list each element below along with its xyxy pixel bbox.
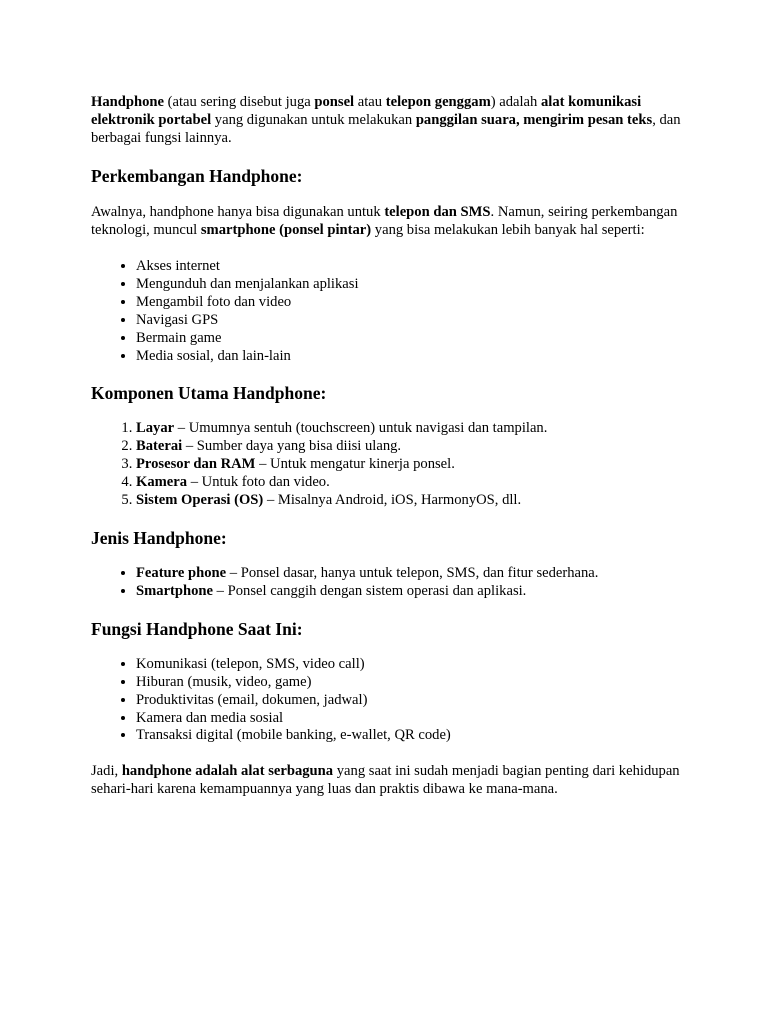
list-item: • Produktivitas (email, dokumen, jadwal) [136, 692, 681, 710]
closing-text: Jadi, [91, 763, 122, 780]
intro-term-ponsel: ponsel [314, 94, 355, 110]
list-item: • Mengunduh dan menjalankan aplikasi [136, 276, 681, 294]
heading-komponen: Komponen Utama Handphone: [91, 383, 327, 404]
item-desc: – Ponsel canggih dengan sistem operasi dan aplikasi. [213, 582, 527, 599]
intro-term-telepon-genggam: telepon genggam [385, 94, 491, 110]
jenis-list [91, 565, 681, 601]
intro-text: , dan berbagai fungsi lainnya. [91, 112, 681, 146]
list-item: • Mengambil foto dan video [136, 294, 681, 312]
list-item [136, 420, 681, 438]
list-item [136, 474, 681, 492]
item-term: Sistem Operasi (OS) [136, 492, 264, 509]
item-term: Feature phone [136, 564, 227, 581]
heading-jenis: Jenis Handphone: [91, 527, 227, 548]
perkembangan-paragraph [91, 203, 681, 239]
item-term: Layar [136, 420, 175, 437]
perkembangan-text: Awalnya, handphone hanya bisa digunakan untuk [91, 204, 385, 220]
list-item [136, 583, 681, 601]
perkembangan-list [91, 258, 681, 365]
intro-text: ) adalah [490, 94, 541, 110]
perkembangan-term-telepon-sms: telepon dan SMS [384, 204, 491, 220]
item-term: Kamera [136, 474, 188, 491]
item-term: Prosesor dan RAM [136, 456, 256, 473]
item-desc: – Sumber daya yang bisa diisi ulang. [182, 438, 402, 455]
intro-term-handphone: Handphone [91, 94, 165, 110]
perkembangan-text: yang bisa melakukan lebih banyak hal seperti: [371, 222, 645, 238]
closing-paragraph [91, 762, 681, 798]
fungsi-list [91, 656, 681, 746]
item-desc: – Misalnya Android, iOS, HarmonyOS, dll. [263, 492, 522, 509]
item-desc: – Untuk foto dan video. [187, 474, 330, 491]
item-term: Baterai [136, 438, 183, 455]
list-item: • Akses internet [136, 258, 681, 276]
intro-text: atau [354, 94, 386, 110]
list-item [136, 438, 681, 456]
list-item: • Kamera dan media sosial [136, 710, 681, 728]
list-item: • Navigasi GPS [136, 312, 681, 330]
intro-paragraph [91, 93, 681, 147]
item-desc: – Ponsel dasar, hanya untuk telepon, SMS, dan fitur sederhana. [226, 564, 599, 581]
list-item: • Transaksi digital (mobile banking, e-wallet, QR code) [136, 727, 681, 745]
perkembangan-text: . Namun, seiring perkembangan teknologi, muncul [91, 204, 678, 238]
list-item [136, 565, 681, 583]
list-item: • Komunikasi (telepon, SMS, video call) [136, 656, 681, 674]
item-desc: – Umumnya sentuh (touchscreen) untuk navigasi dan tampilan. [174, 420, 548, 437]
document-page [91, 93, 681, 798]
list-item: • Hiburan (musik, video, game) [136, 674, 681, 692]
perkembangan-term-smartphone: smartphone (ponsel pintar) [200, 222, 372, 238]
intro-text: yang digunakan untuk melakukan [211, 112, 416, 128]
komponen-list [91, 420, 681, 510]
item-term: Smartphone [136, 582, 214, 599]
closing-term: handphone adalah alat serbaguna [121, 763, 334, 780]
list-item [136, 492, 681, 510]
heading-fungsi: Fungsi Handphone Saat Ini: [91, 618, 303, 639]
heading-perkembangan: Perkembangan Handphone: [91, 166, 303, 186]
list-item [136, 456, 681, 474]
intro-term-alat-komunikasi: alat komunikasi elektronik portabel [91, 94, 642, 128]
intro-text: (atau sering disebut juga [164, 94, 315, 110]
list-item: • Bermain game [136, 330, 681, 348]
item-desc: – Untuk mengatur kinerja ponsel. [255, 456, 455, 473]
intro-term-panggilan: panggilan suara, mengirim pesan teks [415, 112, 653, 128]
list-item: • Media sosial, dan lain-lain [136, 348, 681, 366]
closing-text: yang saat ini sudah menjadi bagian penting dari kehidupan sehari-hari karena kemampuannya yang luas dan praktis dibawa ke mana-mana. [91, 763, 680, 798]
